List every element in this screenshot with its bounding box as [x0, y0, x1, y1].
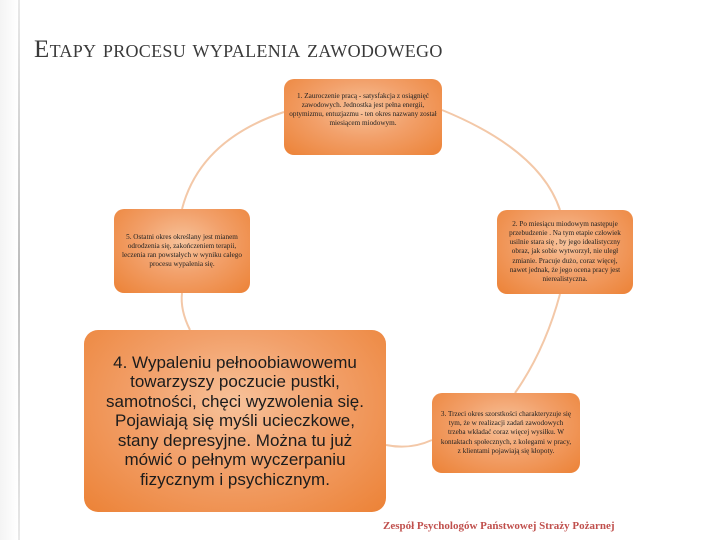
stage-2-box: [497, 210, 633, 294]
connector-5-1: [182, 112, 284, 209]
stage-2-text: 2. Po miesiącu miodowym następuje przebudzenie . Na tym etapie człowiek usilnie stara się , by jego idealistyczny obraz, jak sobie wytworzył, nie uległ zmianie. Pracuje dużo, coraz więcej, nawet jednak, że jego ocena pracy jest nierealistyczna.: [509, 219, 621, 283]
stage-3-text: 3. Trzeci okres szorstkości charakteryzuje się tym, że w realizacji zadań zawodowych trzeba wkładać coraz więcej wysiłku. W kontaktach społecznych, z kolegami w pracy, z klientami pojawiają się kłopoty.: [440, 409, 572, 455]
connector-1-2: [442, 110, 560, 210]
connector-4-5: [182, 293, 190, 330]
slide-title: Etapy procesu wypalenia zawodowego: [34, 36, 443, 63]
stage-5-box: [114, 209, 250, 293]
footer-credit: Zespół Psychologów Państwowej Straży Pożarnej: [383, 520, 615, 532]
stage-3-box: [432, 393, 580, 473]
connector-3-4: [386, 440, 432, 447]
stage-1-box: [284, 79, 442, 155]
stage-4-box: [84, 330, 386, 512]
stage-4-text: 4. Wypaleniu pełnoobiawowemu towarzyszy poczucie pustki, samotności, chęci wyzwolenia się. Pojawiają się myśli ucieczkowe, stany depresyjne. Można tu już mówić o pełnym wyczerpaniu fizycznym i psychicznym.: [106, 352, 364, 489]
stage-1-text: 1. Zauroczenie pracą - satysfakcja z osiągnięć zawodowych. Jednostka jest pełna energii, optymizmu, entuzjazmu - ten okres nazwany został miesiącem miodowym.: [289, 92, 437, 127]
stage-5-text: 5. Ostatni okres określany jest mianem odrodzenia się, zakończeniem terapii, leczenia ran powstałych w wyniku całego procesu wypalenia się.: [122, 232, 242, 269]
connector-2-3: [515, 294, 560, 393]
